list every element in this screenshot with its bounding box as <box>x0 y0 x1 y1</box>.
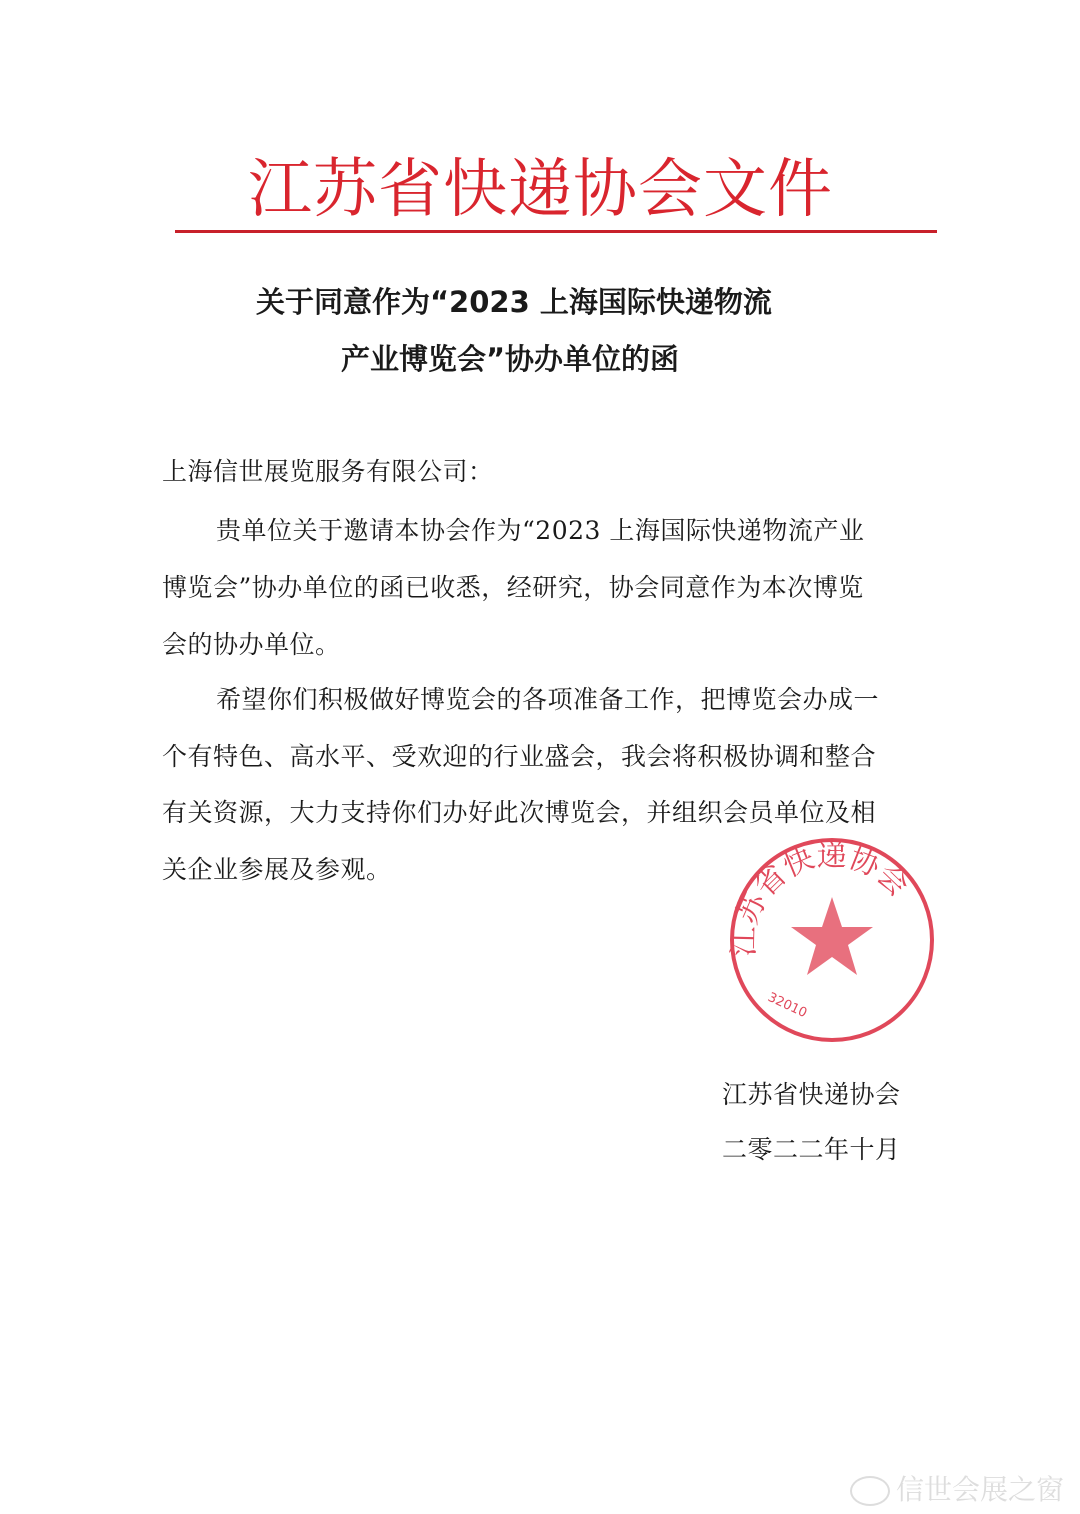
weibo-icon <box>850 1476 890 1506</box>
star-icon <box>791 897 873 975</box>
body-line: 希望你们积极做好博览会的各项准备工作，把博览会办成一 <box>216 685 880 714</box>
watermark <box>850 1468 1064 1508</box>
salutation: 上海信世展览服务有限公司： <box>162 457 494 486</box>
watermark-text: 信世会展之窗 <box>896 1473 1065 1506</box>
body-line: 博览会”协办单位的函已收悉，经研究，协会同意作为本次博览 <box>162 573 864 602</box>
body-line: 有关资源，大力支持你们办好此次博览会，并组织会员单位及相 <box>162 798 877 827</box>
body-line: 贵单位关于邀请本协会作为“2023 上海国际快递物流产业 <box>216 516 865 545</box>
subject-line-2: 产业博览会”协办单位的函 <box>341 342 680 376</box>
official-seal-stamp <box>727 835 937 1045</box>
svg-text:江苏省快递协会: 江苏省快递协会 <box>727 838 916 957</box>
subject-line-1: 关于同意作为“2023 上海国际快递物流 <box>256 285 772 319</box>
body-line: 关企业参展及参观。 <box>162 855 392 884</box>
signature-date: 二零二二年十月 <box>722 1135 901 1164</box>
body-line: 会的协办单位。 <box>162 630 341 659</box>
body-line: 个有特色、高水平、受欢迎的行业盛会，我会将积极协调和整合 <box>162 742 877 771</box>
header-red-rule <box>175 230 937 233</box>
document-header-title: 江苏省快递协会文件 <box>248 153 833 227</box>
signature-org: 江苏省快递协会 <box>722 1080 901 1109</box>
svg-text:32010: 32010 <box>765 990 810 1022</box>
